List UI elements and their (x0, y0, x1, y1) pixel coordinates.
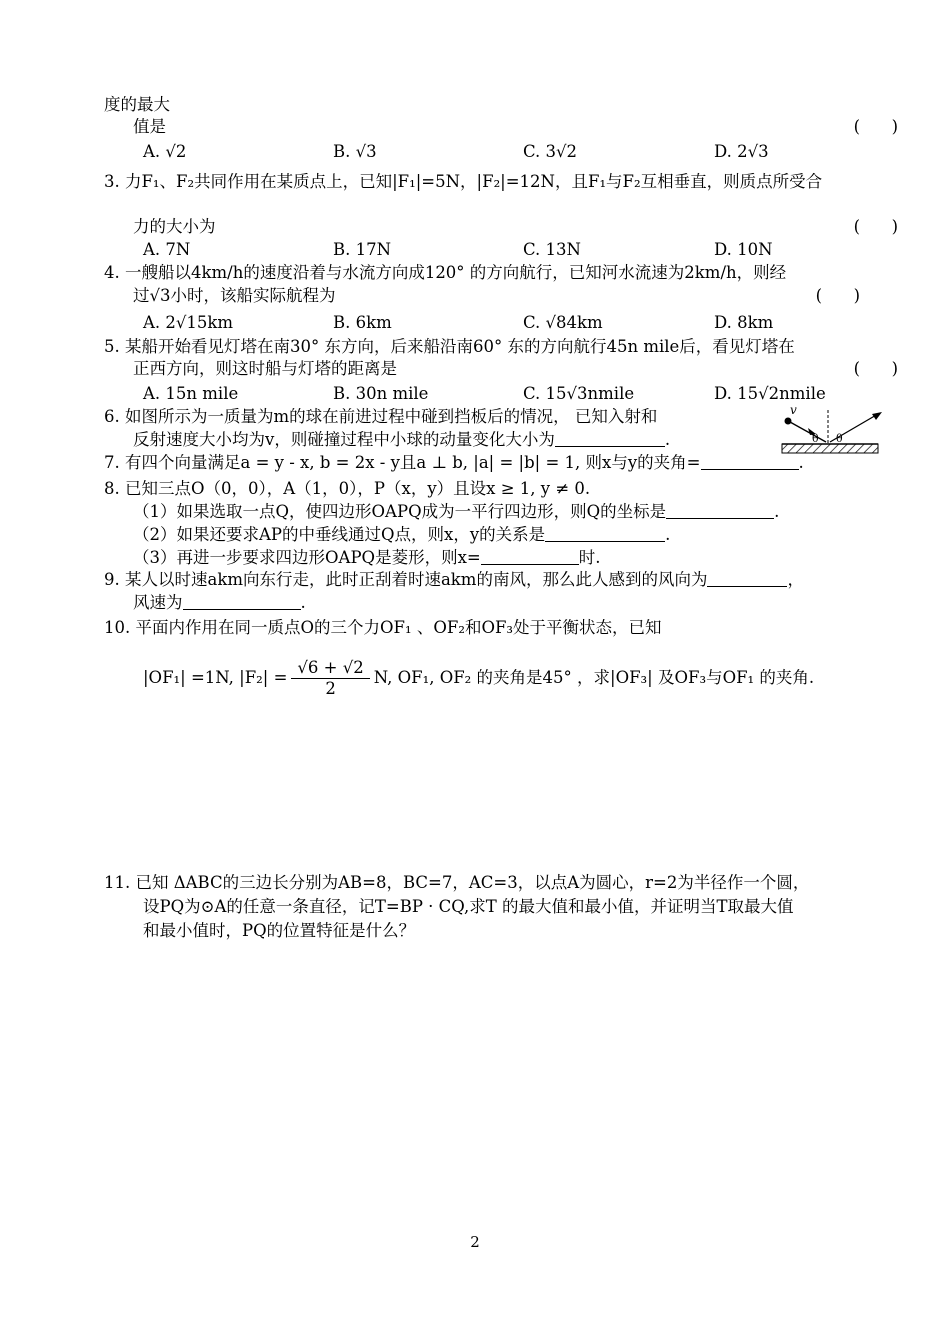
page-number: 2 (470, 1233, 480, 1251)
q8-stem-line-1: 8. 已知三点O（0，0），A（1，0），P（x，y）且设x ≥ 1, y ≠ 0. (104, 479, 591, 498)
q4-option-c: C. √84km (523, 313, 603, 332)
q5-answer-paren: ( ) (853, 359, 898, 378)
q4-stem-line-1: 4. 一艘船以4km/h的速度沿着与水流方向成120° 的方向航行，已知河水流速为2km/h，则经 (104, 263, 787, 282)
ball-collision-figure (768, 404, 888, 456)
q4-option-d: D. 8km (714, 313, 774, 332)
q9-speed-label: 风速为 (133, 593, 183, 612)
q6-stem-line-1: 6. 如图所示为一质量为m的球在前进过程中碰到挡板后的情况， 已知入射和 (104, 407, 658, 426)
q9-stem-line-1 (104, 569, 804, 591)
q9-direction-blank[interactable] (707, 570, 787, 587)
q3-stem-line-1: 3. 力F₁、F₂共同作用在某质点上，已知|F₁|=5N，|F₂|=12N，且F₁与F₂互相垂直，则质点所受合 (104, 172, 823, 191)
intro-answer-paren: ( ) (853, 117, 898, 136)
q10-stem-line-2 (143, 658, 814, 699)
intro-stem: 值是 (133, 117, 166, 136)
q8-sub-3-text: （3）再进一步要求四边形OAPQ是菱形，则x= (133, 548, 481, 567)
q5-option-c: C. 15√3nmile (523, 384, 635, 403)
intro-option-a: A. √2 (143, 142, 187, 161)
q11-stem-line-2: 设PQ为⊙A的任意一条直径，记T=BP · CQ,求T 的最大值和最小值，并证明当T取最大值 (143, 897, 794, 916)
q3-answer-paren: ( ) (853, 217, 898, 236)
q3-option-d: D. 10N (714, 240, 773, 259)
q10-fraction (291, 658, 369, 699)
q6-stem-line-2 (133, 429, 670, 451)
q6-stem-end: . (664, 430, 671, 449)
q3-stem-line-2: 力的大小为 (133, 217, 216, 236)
q4-stem-line-2: 过√3小时，该船实际航程为 (133, 286, 336, 305)
q9-stem-line-2 (133, 592, 306, 614)
q7-answer-blank[interactable] (701, 453, 799, 470)
intro-option-d: D. 2√3 (714, 142, 769, 161)
q4-option-a: A. 2√15km (143, 313, 234, 332)
q8-sub-1-text: （1）如果选取一点Q，使四边形OAPQ成为一平行四边形，则Q的坐标是 (133, 502, 667, 521)
q5-stem-line-2: 正西方向，则这时船与灯塔的距离是 (133, 359, 397, 378)
intro-line-2 (133, 116, 893, 138)
q8-sub-2: （2）如果还要求AP的中垂线通过Q点，则x，y的关系是 . (133, 525, 671, 544)
intro-line-1: 度的最大 (104, 95, 170, 114)
q3-option-b: B. 17N (333, 240, 392, 259)
q5-option-b: B. 30n mile (333, 384, 429, 403)
q8-sub-1: （1）如果选取一点Q，使四边形OAPQ成为一平行四边形，则Q的坐标是 . (133, 502, 780, 521)
q9-speed-blank[interactable] (183, 593, 301, 610)
q8-sub-1-blank[interactable] (666, 502, 774, 519)
q7-stem-text: 7. 有四个向量满足a = y - x, b = 2x - y且a ⊥ b, |a| = |b| = 1, 则x与y的夹角= (104, 453, 701, 472)
q5-option-a: A. 15n mile (143, 384, 239, 403)
q7-stem-end: . (798, 453, 804, 472)
q10-stem-line-1: 10. 平面内作用在同一质点O的三个力OF₁ 、OF₂和OF₃处于平衡状态，已知 (104, 618, 662, 637)
q4-option-b: B. 6km (333, 313, 392, 332)
q10-given-magnitudes: |OF₁| =1N, |F₂| = (143, 668, 288, 687)
q9-stem-text: 9. 某人以时速akm向东行走，此时正刮着时速akm的南风，那么此人感到的风向为 (104, 570, 708, 589)
incident-angle-label: θ (812, 432, 819, 445)
q5-option-d: D. 15√2nmile (714, 384, 826, 403)
q7-stem (104, 452, 804, 474)
q6-stem-text: 反射速度大小均为v，则碰撞过程中小球的动量变化大小为 (133, 430, 555, 449)
q8-sub-2-text: （2）如果还要求AP的中垂线通过Q点，则x，y的关系是 (133, 525, 546, 544)
q4-answer-paren: ( ) (815, 286, 860, 305)
q3-option-a: A. 7N (143, 240, 191, 259)
q6-answer-blank[interactable] (555, 430, 665, 447)
q10-fraction-numerator: √6 + √2 (291, 658, 369, 679)
q8-sub-2-blank[interactable] (545, 525, 665, 542)
q10-fraction-denominator: 2 (325, 679, 336, 698)
q9-stem-comma: ， (787, 570, 804, 589)
reflection-angle-label: θ (836, 432, 843, 445)
intro-option-c: C. 3√2 (523, 142, 578, 161)
ball-shape (785, 418, 792, 425)
q5-stem-line-1: 5. 某船开始看见灯塔在南30° 东方向，后来船沿南60° 东的方向航行45n mile后，看见灯塔在 (104, 337, 795, 356)
q8-sub-3-blank[interactable] (481, 548, 579, 565)
q9-stem-end: . (300, 593, 306, 612)
q11-stem-line-1: 11. 已知 ΔABC的三边长分别为AB=8，BC=7，AC=3，以点A为圆心，r=2为半径作一个圆， (104, 873, 810, 892)
q10-question-text: N, OF₁, OF₂ 的夹角是45° ，求|OF₃| 及OF₃与OF₁ 的夹角. (373, 668, 815, 687)
q8-sub-3-end: 时. (578, 548, 601, 567)
incident-path-line (790, 422, 826, 442)
reflected-arrow-head (872, 412, 882, 420)
q8-sub-3 (133, 547, 600, 569)
velocity-label: v (790, 404, 797, 417)
q11-stem-line-3: 和最小值时，PQ的位置特征是什么？ (143, 921, 416, 940)
q3-option-c: C. 13N (523, 240, 581, 259)
intro-option-b: B. √3 (333, 142, 377, 161)
